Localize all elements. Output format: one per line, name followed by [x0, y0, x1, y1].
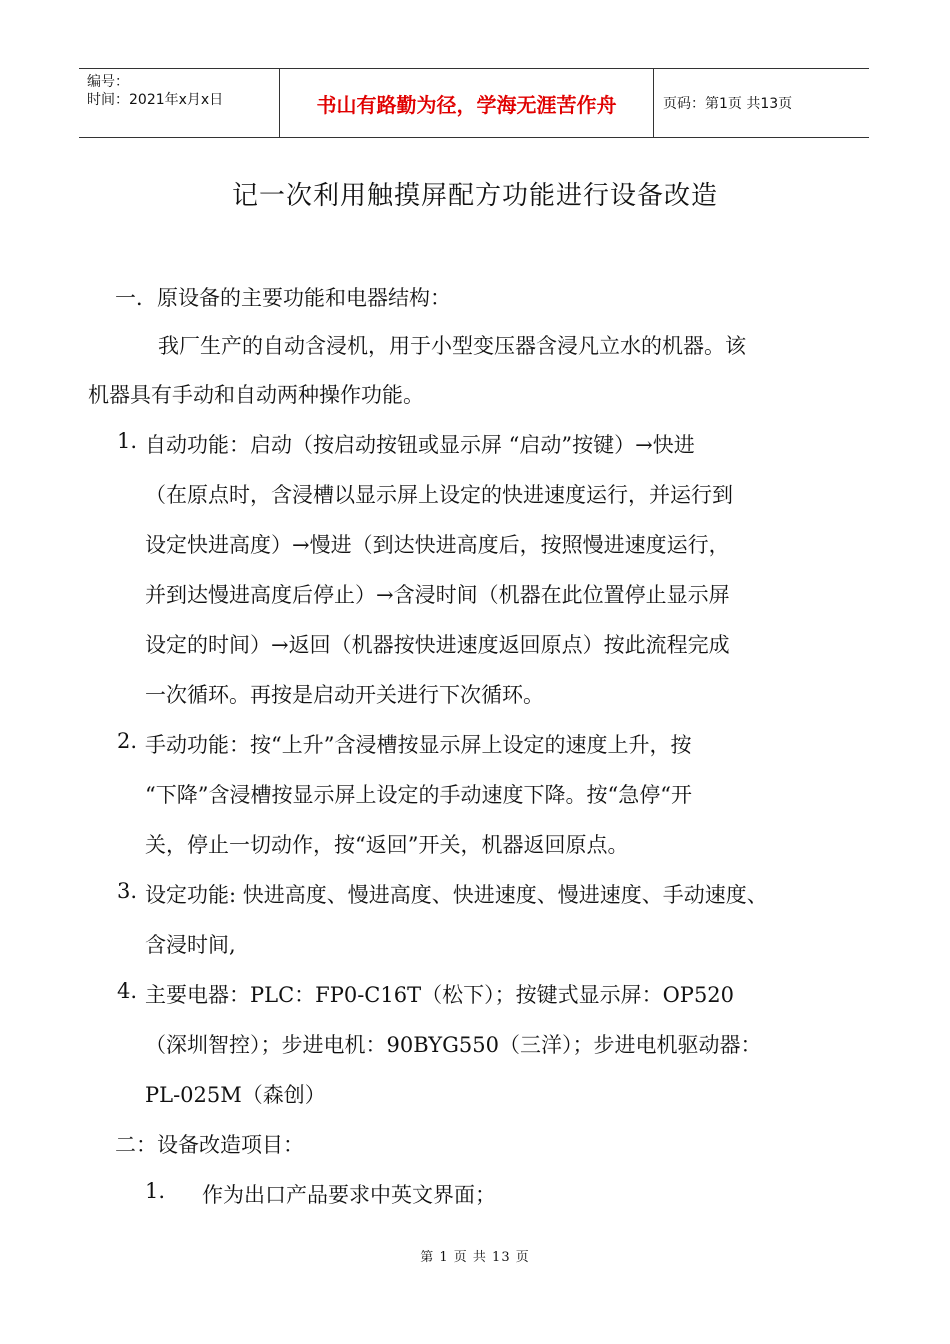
page-footer: 第 1 页 共 13 页 [420, 1250, 530, 1265]
section2-item-number: 1. [145, 1179, 166, 1203]
list-item-number: 1. [117, 429, 138, 453]
section1-intro-line-1: 我厂生产的自动含浸机，用于小型变压器含浸凡立水的机器。该 [158, 334, 746, 358]
list-item-line: 关，停止一切动作，按“返回”开关，机器返回原点。 [145, 833, 629, 857]
document-title: 记一次利用触摸屏配方功能进行设备改造 [231, 181, 718, 211]
list-item-line: （在原点时，含浸槽以显示屏上设定的快进速度运行，并运行到 [145, 483, 733, 507]
list-item-line: 设定快进高度）→慢进（到达快进高度后，按照慢进速度运行， [145, 533, 730, 557]
list-item-line: 主要电器：PLC：FP0-C16T（松下）；按键式显示屏：OP520 [145, 983, 735, 1007]
document-number-label: 编号： [87, 74, 129, 90]
list-item-number: 2. [117, 729, 138, 753]
list-item-line: 设定功能: 快进高度、慢进高度、快进速度、慢进速度、手动速度、 [145, 883, 768, 907]
section2-item-text: 作为出口产品要求中英文界面； [202, 1183, 496, 1207]
header-motto: 书山有路勤为径，学海无涯苦作舟 [280, 69, 654, 137]
list-item-line: 手动功能：按“上升”含浸槽按显示屏上设定的速度上升，按 [145, 733, 692, 757]
section2-heading: 二：设备改造项目： [115, 1133, 304, 1157]
list-item-line: 并到达慢进高度后停止）→含浸时间（机器在此位置停止显示屏 [145, 583, 730, 607]
list-item-line: PL-025M（森创） [145, 1083, 326, 1107]
section1-intro-line-2: 机器具有手动和自动两种操作功能。 [88, 383, 424, 407]
list-item-line: （深圳智控）；步进电机：90BYG550（三洋）；步进电机驱动器： [145, 1033, 762, 1057]
list-item-number: 3. [117, 879, 138, 903]
header-meta-cell [79, 69, 280, 137]
list-item-number: 4. [117, 979, 138, 1003]
document-header [79, 68, 869, 138]
list-item-line: 一次循环。再按是启动开关进行下次循环。 [145, 683, 544, 707]
section1-heading: 一．原设备的主要功能和电器结构： [115, 286, 451, 310]
list-item-line: “下降”含浸槽按显示屏上设定的手动速度下降。按“急停“开 [145, 783, 692, 807]
list-item-line: 含浸时间, [145, 933, 236, 957]
list-item-line: 设定的时间）→返回（机器按快进速度返回原点）按此流程完成 [145, 633, 730, 657]
document-date-label: 时间：2021年x月x日 [87, 92, 224, 108]
list-item-line: 自动功能：启动（按启动按钮或显示屏 “启动”按键）→快进 [145, 433, 695, 457]
header-page-info: 页码：第1页 共13页 [663, 96, 793, 112]
